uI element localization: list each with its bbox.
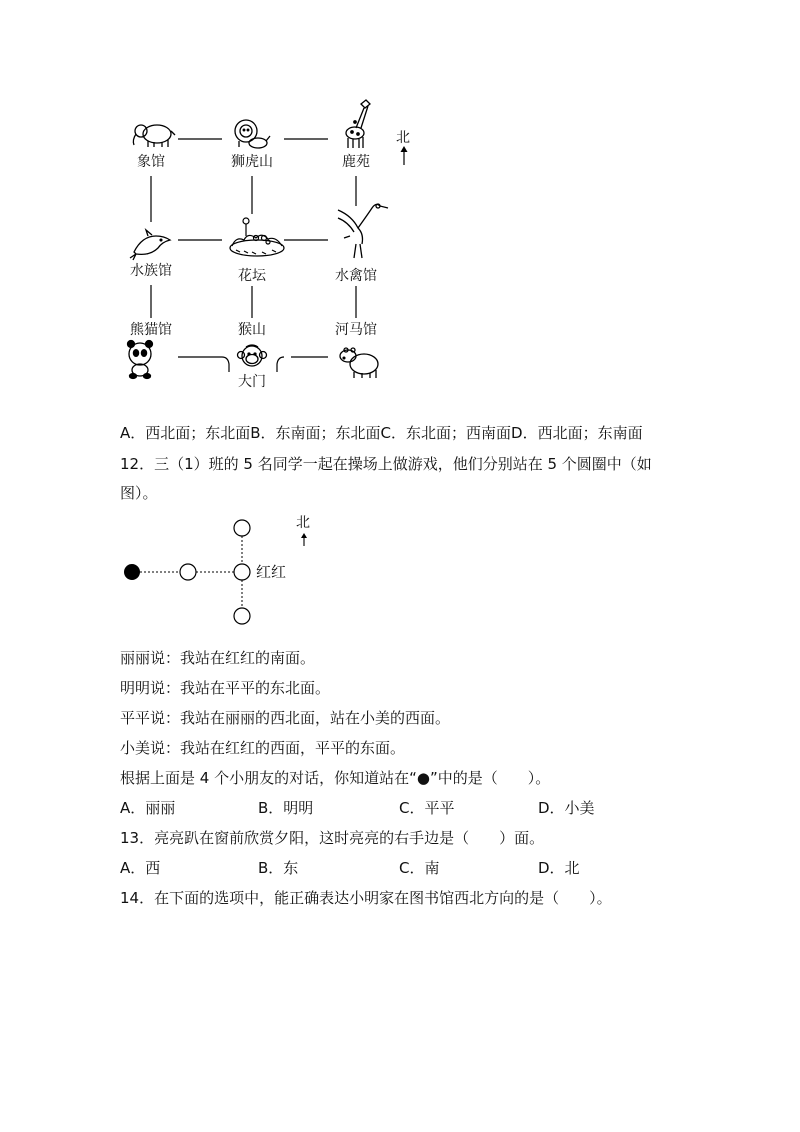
place-panda-house: 熊猫馆 (130, 322, 172, 338)
place-aquarium: 水族馆 (130, 263, 172, 279)
place-monkey-hill: 猴山 (238, 322, 266, 338)
circle-position-hong (234, 564, 250, 580)
q13-option-c: C．南 (399, 859, 440, 877)
statement-mingming: 明明说：我站在平平的东北面。 (120, 679, 331, 697)
circle-position (234, 608, 250, 624)
place-waterfowl-house: 水禽馆 (335, 268, 377, 284)
q13-question: 13．亮亮趴在窗前欣赏夕阳，这时亮亮的右手边是（ ）面。 (120, 829, 545, 847)
q12-question-line1: 12．三（1）班的 5 名同学一起在操场上做游戏，他们分别站在 5 个圆圈中（如 (120, 455, 652, 473)
statement-lili: 丽丽说：我站在红红的南面。 (120, 649, 316, 667)
north-arrow-icon (301, 533, 307, 546)
q12-option-c: C．平平 (399, 799, 455, 817)
statement-pingping: 平平说：我站在丽丽的西北面，站在小美的西面。 (120, 709, 451, 727)
place-flower-bed: 花坛 (238, 268, 266, 284)
q13-option-b: B．东 (258, 859, 299, 877)
place-elephant-house: 象馆 (137, 154, 165, 170)
q13-option-a: A．西 (120, 859, 161, 877)
q12-option-a: A．丽丽 (120, 799, 176, 817)
circle-position (234, 520, 250, 536)
q12-option-d: D．小美 (538, 799, 595, 817)
north-label: 北 (396, 130, 410, 146)
filled-circle-position (124, 564, 140, 580)
circle-position (180, 564, 196, 580)
hong-label: 红红 (256, 563, 287, 581)
place-hippo-house: 河马馆 (335, 322, 377, 338)
q12-option-b: B．明明 (258, 799, 314, 817)
place-lion-tiger-hill: 狮虎山 (231, 154, 273, 170)
statement-xiaomei: 小美说：我站在红红的西面，平平的东面。 (120, 739, 406, 757)
q12-question: 根据上面是 4 个小朋友的对话，你知道站在“●”中的是（ ）。 (120, 769, 551, 787)
q11-options: A．西北面；东北面B．东南面；东北面C．东北面；西南面D．西北面；东南面 (120, 424, 643, 442)
place-main-gate: 大门 (238, 374, 266, 390)
q12-question-line2: 图）。 (120, 484, 158, 502)
q14-question: 14．在下面的选项中，能正确表达小明家在图书馆西北方向的是（ ）。 (120, 889, 612, 907)
north-label: 北 (296, 515, 310, 531)
place-deer-park: 鹿苑 (342, 154, 370, 170)
q13-option-d: D．北 (538, 859, 580, 877)
